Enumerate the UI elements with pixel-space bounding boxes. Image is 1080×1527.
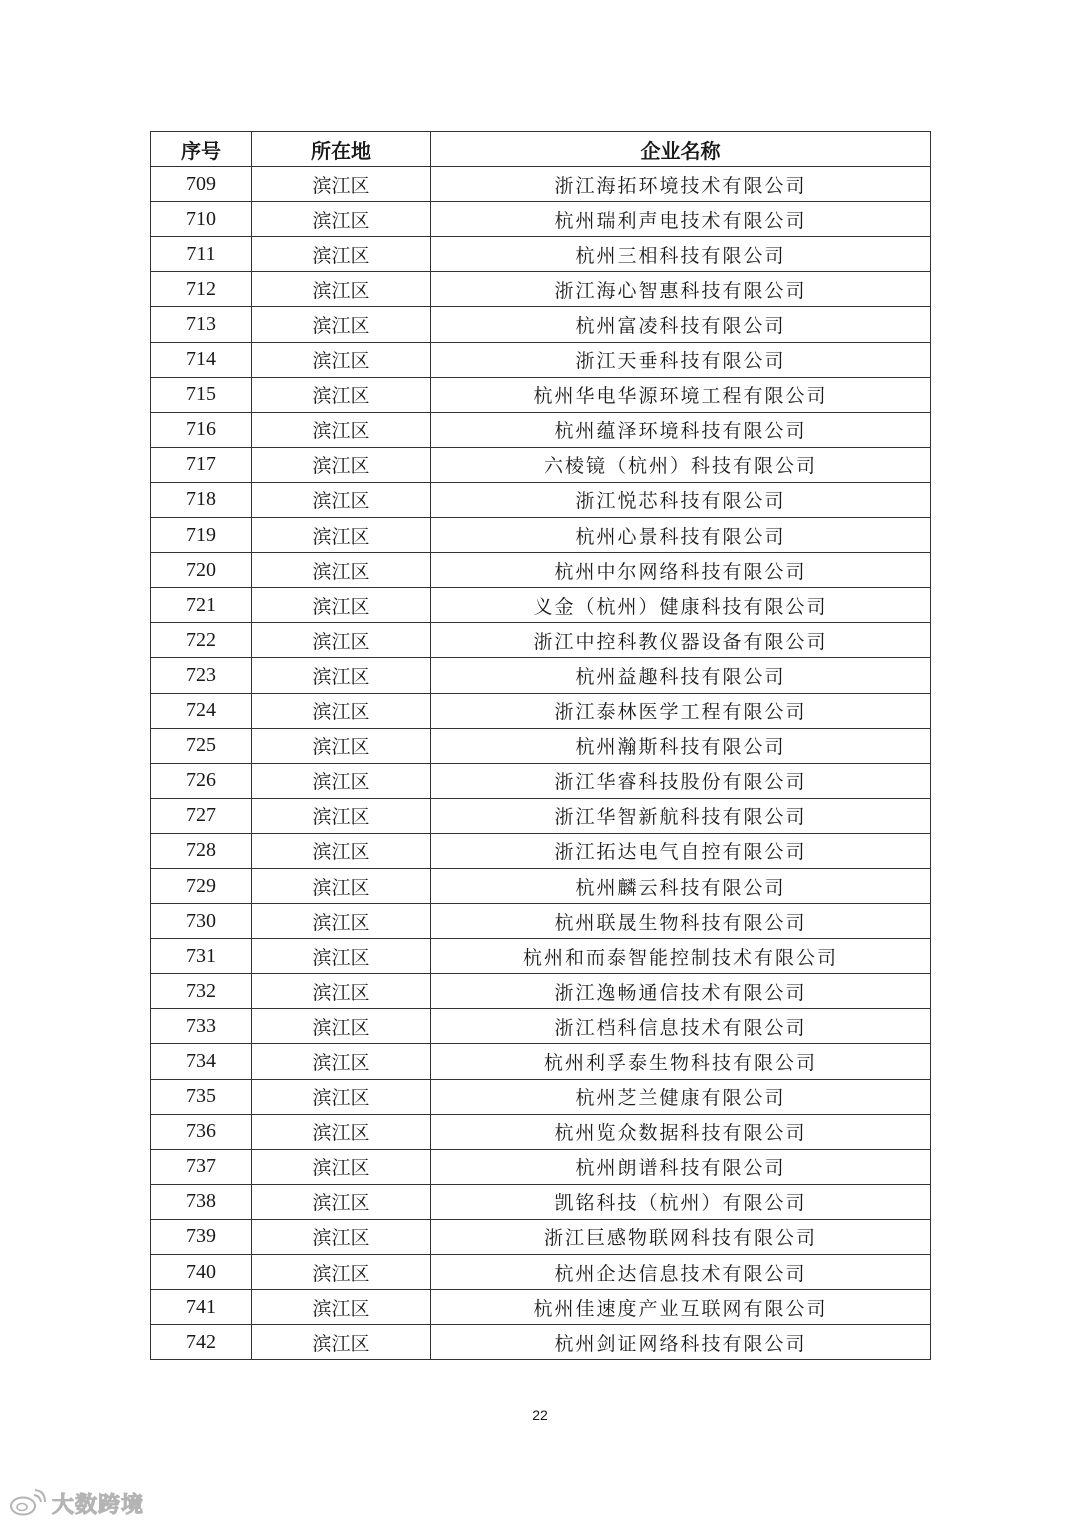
row-company-name: 杭州联晟生物科技有限公司 xyxy=(431,904,931,939)
row-serial-no: 712 xyxy=(151,272,252,307)
row-serial-no: 710 xyxy=(151,202,252,237)
table-row xyxy=(151,377,931,412)
table-row xyxy=(151,1325,931,1360)
row-serial-no: 714 xyxy=(151,342,252,377)
row-serial-no: 717 xyxy=(151,447,252,482)
row-location: 滨江区 xyxy=(252,202,431,237)
row-company-name: 杭州华电华源环境工程有限公司 xyxy=(431,377,931,412)
table-row xyxy=(151,1079,931,1114)
table-row xyxy=(151,518,931,553)
table-row xyxy=(151,1255,931,1290)
row-serial-no: 736 xyxy=(151,1114,252,1149)
row-location: 滨江区 xyxy=(252,342,431,377)
row-company-name: 浙江华智新航科技有限公司 xyxy=(431,798,931,833)
table-row xyxy=(151,833,931,868)
row-company-name: 浙江档科信息技术有限公司 xyxy=(431,1009,931,1044)
row-location: 滨江区 xyxy=(252,1149,431,1184)
row-company-name: 杭州益趣科技有限公司 xyxy=(431,658,931,693)
page-number: 22 xyxy=(532,1407,548,1423)
row-location: 滨江区 xyxy=(252,237,431,272)
row-serial-no: 716 xyxy=(151,412,252,447)
enterprise-table xyxy=(150,131,931,1360)
row-serial-no: 724 xyxy=(151,693,252,728)
row-serial-no: 729 xyxy=(151,868,252,903)
table-row xyxy=(151,1009,931,1044)
row-company-name: 浙江海心智惠科技有限公司 xyxy=(431,272,931,307)
row-company-name: 杭州企达信息技术有限公司 xyxy=(431,1255,931,1290)
table-row xyxy=(151,412,931,447)
row-location: 滨江区 xyxy=(252,939,431,974)
header-row xyxy=(151,132,931,167)
row-location: 滨江区 xyxy=(252,904,431,939)
row-company-name: 浙江悦芯科技有限公司 xyxy=(431,482,931,517)
row-serial-no: 732 xyxy=(151,974,252,1009)
row-serial-no: 720 xyxy=(151,553,252,588)
row-company-name: 杭州瑞利声电技术有限公司 xyxy=(431,202,931,237)
row-company-name: 杭州麟云科技有限公司 xyxy=(431,868,931,903)
table-row xyxy=(151,763,931,798)
row-location: 滨江区 xyxy=(252,518,431,553)
row-location: 滨江区 xyxy=(252,272,431,307)
table-row xyxy=(151,658,931,693)
row-serial-no: 709 xyxy=(151,167,252,202)
row-serial-no: 728 xyxy=(151,833,252,868)
row-serial-no: 737 xyxy=(151,1149,252,1184)
table-row xyxy=(151,342,931,377)
row-serial-no: 715 xyxy=(151,377,252,412)
table-row xyxy=(151,1290,931,1325)
row-serial-no: 725 xyxy=(151,728,252,763)
row-company-name: 杭州瀚斯科技有限公司 xyxy=(431,728,931,763)
row-location: 滨江区 xyxy=(252,553,431,588)
row-serial-no: 741 xyxy=(151,1290,252,1325)
row-location: 滨江区 xyxy=(252,1219,431,1254)
table-row xyxy=(151,167,931,202)
row-company-name: 义金（杭州）健康科技有限公司 xyxy=(431,588,931,623)
row-serial-no: 711 xyxy=(151,237,252,272)
row-serial-no: 721 xyxy=(151,588,252,623)
row-company-name: 六棱镜（杭州）科技有限公司 xyxy=(431,447,931,482)
row-location: 滨江区 xyxy=(252,763,431,798)
row-location: 滨江区 xyxy=(252,1290,431,1325)
watermark xyxy=(8,1488,144,1518)
row-company-name: 浙江拓达电气自控有限公司 xyxy=(431,833,931,868)
row-company-name: 杭州中尔网络科技有限公司 xyxy=(431,553,931,588)
table-row xyxy=(151,623,931,658)
row-location: 滨江区 xyxy=(252,693,431,728)
row-serial-no: 719 xyxy=(151,518,252,553)
table-row xyxy=(151,939,931,974)
row-company-name: 凯铭科技（杭州）有限公司 xyxy=(431,1184,931,1219)
row-location: 滨江区 xyxy=(252,728,431,763)
row-company-name: 杭州芝兰健康有限公司 xyxy=(431,1079,931,1114)
table-row xyxy=(151,868,931,903)
row-serial-no: 718 xyxy=(151,482,252,517)
row-location: 滨江区 xyxy=(252,447,431,482)
table-row xyxy=(151,1149,931,1184)
row-company-name: 浙江华睿科技股份有限公司 xyxy=(431,763,931,798)
table-row xyxy=(151,272,931,307)
row-location: 滨江区 xyxy=(252,623,431,658)
row-company-name: 浙江逸畅通信技术有限公司 xyxy=(431,974,931,1009)
row-company-name: 杭州三相科技有限公司 xyxy=(431,237,931,272)
row-serial-no: 723 xyxy=(151,658,252,693)
row-serial-no: 726 xyxy=(151,763,252,798)
table-row xyxy=(151,202,931,237)
row-serial-no: 739 xyxy=(151,1219,252,1254)
table-row xyxy=(151,447,931,482)
row-serial-no: 730 xyxy=(151,904,252,939)
table-row xyxy=(151,1114,931,1149)
table-row xyxy=(151,482,931,517)
row-location: 滨江区 xyxy=(252,482,431,517)
row-location: 滨江区 xyxy=(252,1255,431,1290)
row-serial-no: 735 xyxy=(151,1079,252,1114)
row-company-name: 杭州利孚泰生物科技有限公司 xyxy=(431,1044,931,1079)
table-row xyxy=(151,728,931,763)
row-location: 滨江区 xyxy=(252,868,431,903)
row-company-name: 浙江泰林医学工程有限公司 xyxy=(431,693,931,728)
row-serial-no: 722 xyxy=(151,623,252,658)
row-location: 滨江区 xyxy=(252,412,431,447)
row-serial-no: 733 xyxy=(151,1009,252,1044)
row-location: 滨江区 xyxy=(252,798,431,833)
table-row xyxy=(151,237,931,272)
row-company-name: 杭州蕴泽环境科技有限公司 xyxy=(431,412,931,447)
row-serial-no: 731 xyxy=(151,939,252,974)
row-location: 滨江区 xyxy=(252,1114,431,1149)
row-location: 滨江区 xyxy=(252,658,431,693)
table-row xyxy=(151,974,931,1009)
row-serial-no: 713 xyxy=(151,307,252,342)
row-location: 滨江区 xyxy=(252,1079,431,1114)
table-row xyxy=(151,1219,931,1254)
row-location: 滨江区 xyxy=(252,588,431,623)
table-row xyxy=(151,307,931,342)
table-row xyxy=(151,904,931,939)
row-company-name: 浙江天垂科技有限公司 xyxy=(431,342,931,377)
table-row xyxy=(151,588,931,623)
row-location: 滨江区 xyxy=(252,974,431,1009)
table-row xyxy=(151,798,931,833)
table-row xyxy=(151,693,931,728)
row-location: 滨江区 xyxy=(252,307,431,342)
row-location: 滨江区 xyxy=(252,1184,431,1219)
row-company-name: 杭州心景科技有限公司 xyxy=(431,518,931,553)
row-company-name: 浙江巨感物联网科技有限公司 xyxy=(431,1219,931,1254)
row-company-name: 杭州剑证网络科技有限公司 xyxy=(431,1325,931,1360)
row-company-name: 浙江中控科教仪器设备有限公司 xyxy=(431,623,931,658)
row-location: 滨江区 xyxy=(252,1009,431,1044)
row-serial-no: 738 xyxy=(151,1184,252,1219)
table-row xyxy=(151,1184,931,1219)
row-location: 滨江区 xyxy=(252,377,431,412)
row-location: 滨江区 xyxy=(252,167,431,202)
row-serial-no: 734 xyxy=(151,1044,252,1079)
row-location: 滨江区 xyxy=(252,1325,431,1360)
header-location: 所在地 xyxy=(252,132,431,167)
row-company-name: 浙江海拓环境技术有限公司 xyxy=(431,167,931,202)
row-company-name: 杭州富凌科技有限公司 xyxy=(431,307,931,342)
row-location: 滨江区 xyxy=(252,1044,431,1079)
row-company-name: 杭州佳速度产业互联网有限公司 xyxy=(431,1290,931,1325)
watermark-text: 大数跨境 xyxy=(52,1492,145,1518)
row-company-name: 杭州览众数据科技有限公司 xyxy=(431,1114,931,1149)
weibo-logo-icon xyxy=(8,1489,46,1517)
header-company-name: 企业名称 xyxy=(431,132,931,167)
row-serial-no: 727 xyxy=(151,798,252,833)
header-serial-no: 序号 xyxy=(151,132,252,167)
row-company-name: 杭州和而泰智能控制技术有限公司 xyxy=(431,939,931,974)
table-body xyxy=(151,167,931,1360)
row-location: 滨江区 xyxy=(252,833,431,868)
row-serial-no: 740 xyxy=(151,1255,252,1290)
row-company-name: 杭州朗谱科技有限公司 xyxy=(431,1149,931,1184)
row-serial-no: 742 xyxy=(151,1325,252,1360)
table-row xyxy=(151,553,931,588)
table-header xyxy=(151,132,931,167)
table-row xyxy=(151,1044,931,1079)
